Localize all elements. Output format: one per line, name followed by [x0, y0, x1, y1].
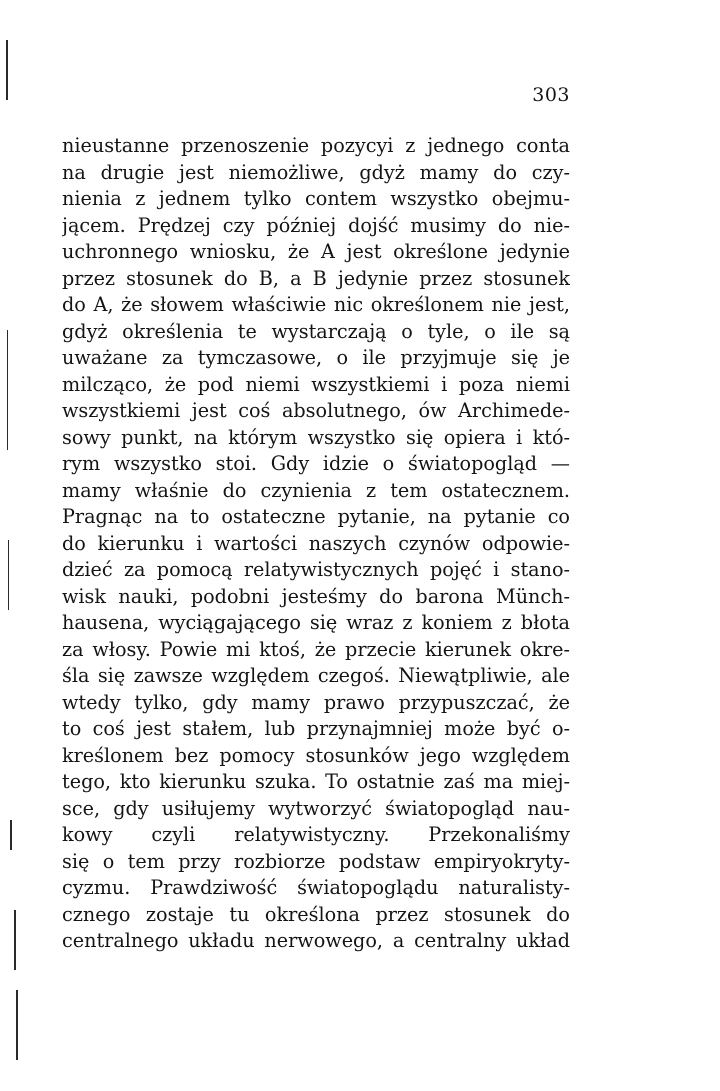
- text-line: kreślonem bez pomocy stosunków jego względem: [62, 743, 570, 767]
- text-line: na drugie jest niemożliwe, gdyż mamy do czy-: [62, 160, 570, 184]
- text-line: nieustanne przenoszenie pozycyi z jednego conta: [62, 134, 570, 157]
- text-line: hausena, wyciągającego się wraz z koniem z błota: [62, 611, 570, 634]
- text-line: cyzmu. Prawdziwość światopoglądu naturalisty-: [62, 876, 570, 899]
- text-line: wtedy tylko, gdy mamy prawo przypuszczać, że: [62, 690, 570, 714]
- text-line: wszystkiemi jest coś absolutnego, ów Archimede-: [62, 399, 570, 422]
- scan-edge-mark: [10, 820, 12, 850]
- text-line: uchronnego wniosku, że A jest określone jedynie: [62, 240, 570, 263]
- text-line: kowy czyli relatywistyczny. Przekonaliśmy: [62, 823, 570, 846]
- text-line: za włosy. Powie mi ktoś, że przecie kierunek okre-: [62, 637, 570, 661]
- text-line: dzieć za pomocą relatywistycznych pojęć i stano-: [62, 558, 570, 581]
- scan-edge-mark: [7, 330, 8, 450]
- text-line: jącem. Prędzej czy później dojść musimy do nie-: [62, 213, 570, 237]
- text-line: mamy właśnie do czynienia z tem ostatecznem.: [62, 478, 570, 502]
- body-text: [62, 133, 570, 955]
- text-line: rym wszystko stoi. Gdy idzie o światopogląd —: [62, 452, 570, 475]
- text-line: śla się zawsze względem czegoś. Niewątpliwie, ale: [62, 664, 570, 687]
- text-line: do A, że słowem właściwie nic określonem nie jest,: [62, 293, 570, 316]
- text-line: centralnego układu nerwowego, a centralny układ: [62, 929, 570, 952]
- text-line: uważane za tymczasowe, o ile przyjmuje się je: [62, 346, 570, 369]
- scan-edge-mark: [14, 910, 16, 970]
- text-line: sce, gdy usiłujemy wytworzyć światopogląd nau-: [62, 796, 570, 820]
- page-number: 303: [532, 84, 570, 106]
- scan-edge-mark: [8, 540, 9, 610]
- scan-edge-mark: [16, 990, 18, 1060]
- text-line: się o tem przy rozbiorze podstaw empiryokryty-: [62, 849, 570, 873]
- text-line: wisk nauki, podobni jesteśmy do barona Münch-: [62, 584, 570, 608]
- text-line: cznego zostaje tu określona przez stosunek do: [62, 902, 570, 926]
- text-line: to coś jest stałem, lub przynajmniej może być o-: [62, 717, 570, 740]
- text-line: Pragnąc na to ostateczne pytanie, na pytanie co: [62, 505, 570, 528]
- text-line: do kierunku i wartości naszych czynów odpowie-: [62, 531, 570, 555]
- text-line: milcząco, że pod niemi wszystkiemi i poza niemi: [62, 372, 570, 396]
- text-line: sowy punkt, na którym wszystko się opiera i któ-: [62, 425, 570, 449]
- text-line: gdyż określenia te wystarczają o tyle, o ile są: [62, 319, 570, 343]
- scan-edge-mark: [6, 40, 8, 100]
- text-line: tego, kto kierunku szuka. To ostatnie zaś ma miej-: [62, 770, 570, 793]
- text-line: przez stosunek do B, a B jedynie przez stosunek: [62, 266, 570, 290]
- text-line: nienia z jednem tylko contem wszystko obejmu-: [62, 187, 570, 210]
